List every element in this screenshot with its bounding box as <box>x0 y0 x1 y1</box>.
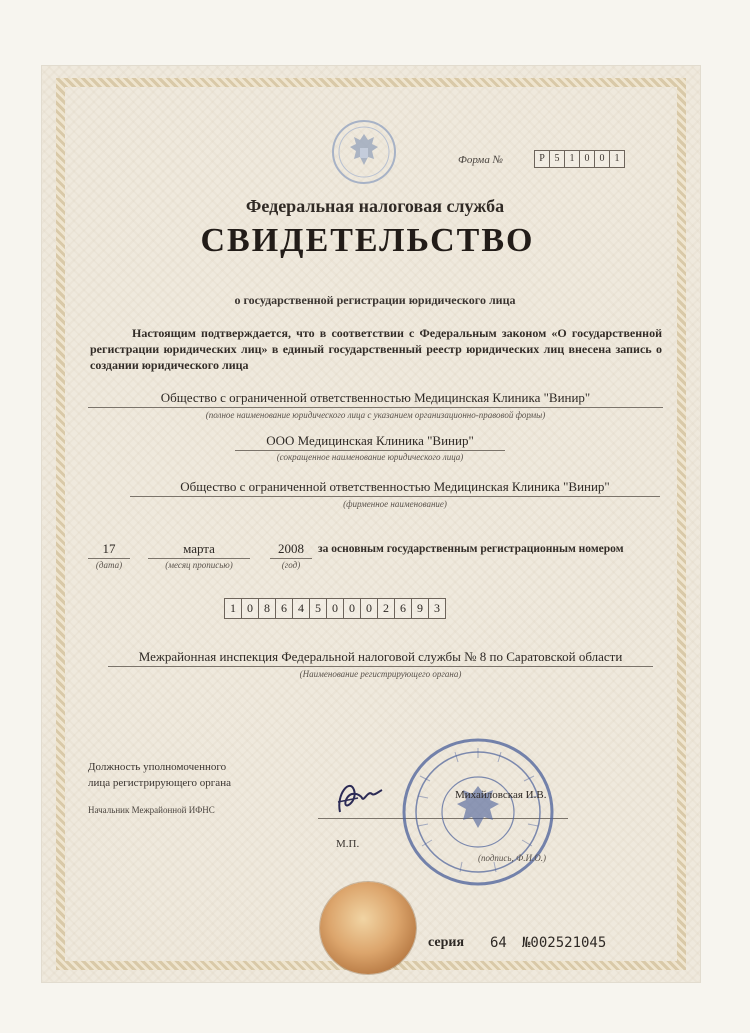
form-code-cell: 0 <box>579 150 595 168</box>
position-label-line: Должность уполномоченного <box>88 761 227 773</box>
registration-month: марта <box>183 541 215 556</box>
position-value: Начальник Межрайонной ИФНС <box>88 805 215 815</box>
ogrn-digit: 3 <box>428 598 446 619</box>
form-code-cell: 1 <box>564 150 580 168</box>
registration-day-field <box>88 540 130 559</box>
ogrn-number-boxes <box>225 598 446 619</box>
ogrn-digit: 9 <box>411 598 429 619</box>
full-name-field <box>88 389 663 408</box>
hologram-seal <box>320 882 416 974</box>
ogrn-digit: 0 <box>360 598 378 619</box>
ogrn-digit: 2 <box>377 598 395 619</box>
short-name-caption: (сокращенное наименование юридического лица) <box>276 452 464 462</box>
certificate-subtitle: о государственной регистрации юридического лица <box>234 293 516 307</box>
ogrn-digit: 0 <box>326 598 344 619</box>
registration-year: 2008 <box>278 541 304 556</box>
ogrn-digit: 0 <box>343 598 361 619</box>
short-name-field <box>235 432 505 451</box>
form-code-cell: Р <box>534 150 550 168</box>
handwritten-signature-icon <box>328 772 388 822</box>
series-value: 64 <box>490 935 507 951</box>
short-name-value: ООО Медицинская Клиника "Винир" <box>266 433 474 448</box>
full-name-value: Общество с ограниченной ответственностью Медицинская Клиника "Винир" <box>160 390 591 405</box>
fns-title: Федеральная налоговая служба <box>245 196 505 216</box>
registration-number-text: за основным государственным регистрационным номером <box>318 543 624 555</box>
ogrn-digit: 8 <box>258 598 276 619</box>
registration-month-field <box>148 540 250 559</box>
month-caption: (месяц прописью) <box>165 560 233 570</box>
form-label: Форма № <box>458 154 503 166</box>
ogrn-digit: 1 <box>224 598 242 619</box>
series-label: серия <box>428 935 465 950</box>
registration-day: 17 <box>102 541 116 556</box>
ogrn-digit: 0 <box>241 598 259 619</box>
authority-field <box>108 648 653 667</box>
certificate-title: СВИДЕТЕЛЬСТВО <box>200 222 535 259</box>
seal-place-label: М.П. <box>336 838 360 850</box>
day-caption: (дата) <box>95 560 123 570</box>
ogrn-digit: 6 <box>394 598 412 619</box>
signer-caption: (подпись, Ф.И.О.) <box>478 853 547 863</box>
form-code-cell: 5 <box>549 150 565 168</box>
full-name-caption: (полное наименование юридического лица с указанием организационно-правовой формы) <box>205 410 546 420</box>
ogrn-digit: 4 <box>292 598 310 619</box>
registration-year-field <box>270 540 312 559</box>
position-label-line: лица регистрирующего органа <box>88 777 231 789</box>
brand-name-field <box>130 478 660 497</box>
ogrn-digit: 6 <box>275 598 293 619</box>
form-code-boxes <box>535 150 625 168</box>
year-caption: (год) <box>281 560 301 570</box>
authority-value: Межрайонная инспекция Федеральной налоговой службы № 8 по Саратовской области <box>138 649 623 664</box>
eagle-emblem-icon <box>330 118 398 186</box>
brand-name-caption: (фирменное наименование) <box>343 499 447 509</box>
form-code-cell: 0 <box>594 150 610 168</box>
authority-caption: (Наименование регистрирующего органа) <box>299 669 462 679</box>
serial-number: №002521045 <box>522 935 607 951</box>
official-stamp-icon <box>400 736 556 888</box>
brand-name-value: Общество с ограниченной ответственностью Медицинская Клиника "Винир" <box>180 479 610 494</box>
confirmation-text: Настоящим подтверждается, что в соответствии с Федеральным законом «О государственной регистрации юридических лиц» в единый государственный реестр юридических лиц внесена запись о создании юридического лица <box>90 326 662 372</box>
ogrn-digit: 5 <box>309 598 327 619</box>
position-label <box>88 759 231 791</box>
signer-name: Михайловская И.В. <box>455 789 547 801</box>
form-code-cell: 1 <box>609 150 625 168</box>
